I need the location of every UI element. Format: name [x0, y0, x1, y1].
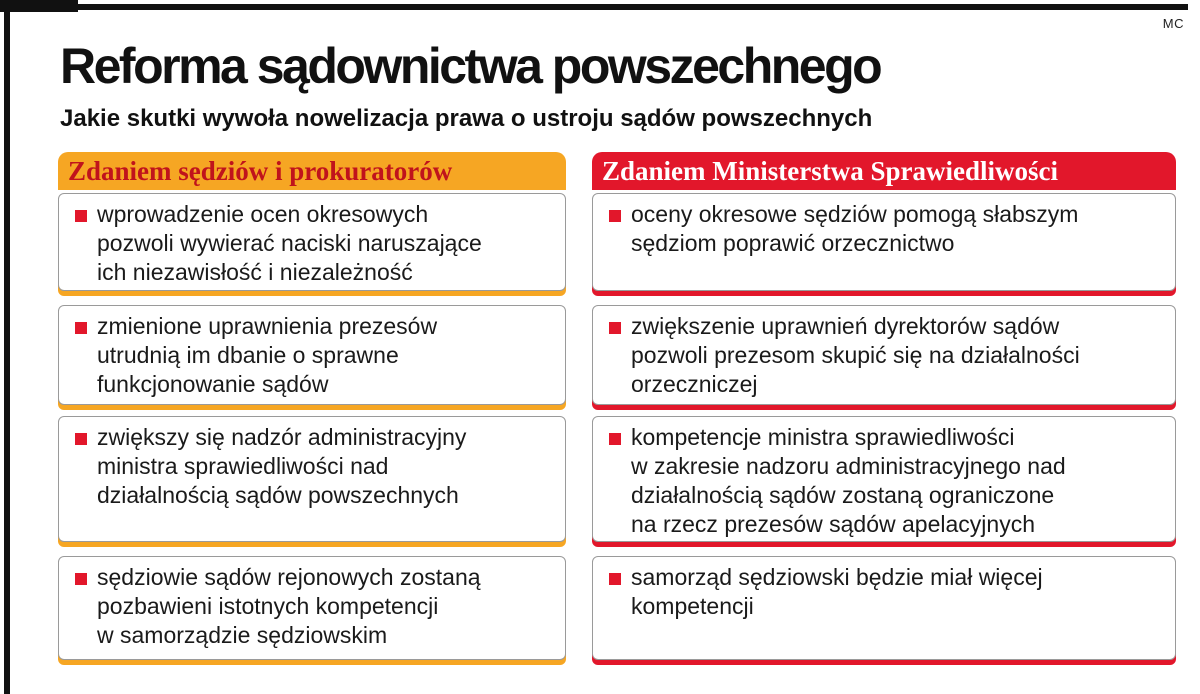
list-item — [59, 557, 565, 650]
item-text: zmienione uprawnienia prezesów utrudnią im dbanie o sprawne funkcjonowanie sądów — [97, 313, 438, 397]
item-text: sędziowie sądów rejonowych zostaną pozbawieni istotnych kompetencji w samorządzie sędziowskim — [97, 564, 481, 648]
list-item — [59, 306, 565, 399]
list-item — [593, 417, 1175, 539]
list-item — [59, 417, 565, 510]
page-subtitle: Jakie skutki wywoła nowelizacja prawa o ustroju sądów powszechnych — [60, 105, 873, 132]
author-credit: MC — [1162, 16, 1184, 31]
square-bullet-icon — [75, 573, 87, 585]
ministry-header: Zdaniem Ministerstwa Sprawiedliwości — [592, 152, 1176, 190]
ministry-column — [592, 152, 1176, 619]
item-text: samorząd sędziowski będzie miał więcej kompetencji — [631, 564, 1043, 619]
frame-left-rule — [4, 4, 10, 694]
judges-prosecutors-header: Zdaniem sędziów i prokuratorów — [58, 152, 566, 190]
judges-opinion-cell — [58, 416, 566, 542]
judges-prosecutors-column — [58, 152, 566, 648]
page-title: Reforma sądownictwa powszechnego — [60, 38, 881, 94]
square-bullet-icon — [609, 433, 621, 445]
judges-opinion-cell — [58, 193, 566, 291]
square-bullet-icon — [609, 322, 621, 334]
square-bullet-icon — [609, 573, 621, 585]
ministry-opinion-cell — [592, 305, 1176, 405]
item-text: zwiększenie uprawnień dyrektorów sądów pozwoli prezesom skupić się na działalności orzeczniczej — [631, 313, 1080, 397]
square-bullet-icon — [75, 210, 87, 222]
frame-top-rule — [0, 4, 1188, 10]
item-text: wprowadzenie ocen okresowych pozwoli wywierać naciski naruszające ich niezawisłość i niezależność — [97, 201, 482, 285]
item-text: kompetencje ministra sprawiedliwości w zakresie nadzoru administracyjnego nad działalnością sądów zostaną ograniczone na rzecz prezesów sądów apelacyjnych — [631, 424, 1066, 537]
square-bullet-icon — [609, 210, 621, 222]
square-bullet-icon — [75, 433, 87, 445]
square-bullet-icon — [75, 322, 87, 334]
item-text: zwiększy się nadzór administracyjny ministra sprawiedliwości nad działalnością sądów powszechnych — [97, 424, 467, 508]
ministry-opinion-cell — [592, 556, 1176, 660]
item-text: oceny okresowe sędziów pomogą słabszym sędziom poprawić orzecznictwo — [631, 201, 1079, 256]
list-item — [593, 194, 1175, 258]
judges-opinion-cell — [58, 305, 566, 405]
ministry-opinion-cell — [592, 193, 1176, 291]
list-item — [593, 306, 1175, 399]
list-item — [593, 557, 1175, 621]
judges-opinion-cell — [58, 556, 566, 660]
list-item — [59, 194, 565, 287]
ministry-opinion-cell — [592, 416, 1176, 542]
